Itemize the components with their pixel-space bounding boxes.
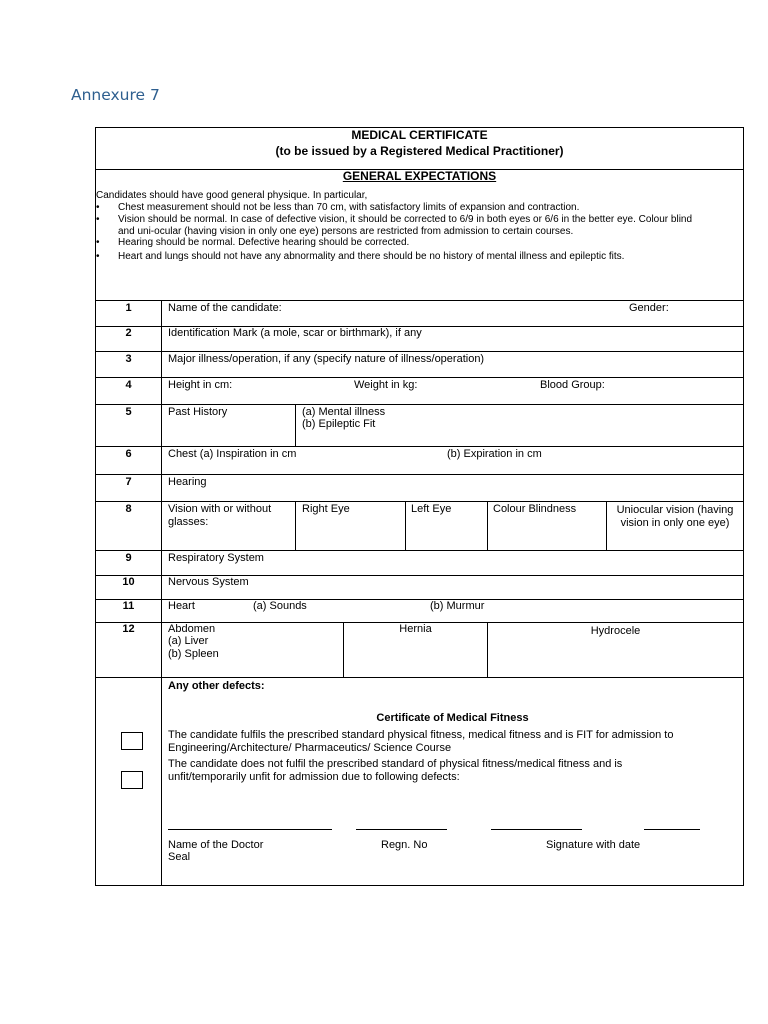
row-number: 9 [125, 552, 132, 564]
colour-blindness-label: Colour Blindness [493, 503, 577, 515]
hydrocele-label: Hydrocele [590, 625, 641, 637]
signature-date-label: Signature with date [546, 839, 641, 851]
row-number: 4 [125, 379, 132, 391]
fitness-certificate-heading: Certificate of Medical Fitness [376, 712, 529, 724]
gender-label: Gender: [629, 302, 669, 314]
height-label: Height in cm: [168, 379, 233, 391]
bullet-glyph: • [96, 237, 100, 248]
divider [96, 474, 743, 475]
other-defects-label: Any other defects: [168, 680, 265, 692]
divider [96, 501, 743, 502]
doctor-name-line [168, 829, 332, 830]
row-number: 7 [125, 476, 132, 488]
chest-expiration-label: (b) Expiration in cm [447, 448, 542, 460]
expectation-item: Hearing should be normal. Defective hearing should be corrected. [118, 237, 410, 248]
vision-label: Vision with or without glasses: [168, 503, 272, 528]
cell-divider [487, 501, 488, 550]
candidate-name-label: Name of the candidate: [168, 302, 282, 314]
seal-label: Seal [168, 851, 191, 863]
past-history-label: Past History [168, 406, 228, 418]
liver-label: (a) Liver [168, 635, 209, 647]
uniocular-vision-label: Uniocular vision (having vision in only one eye) [616, 504, 734, 529]
row-number: 2 [125, 327, 132, 339]
bullet-glyph: • [96, 251, 100, 262]
row-number: 6 [125, 448, 132, 460]
expectation-item: Heart and lungs should not have any abnormality and there should be no history of mental illness and epileptic fits. [118, 251, 625, 262]
hearing-label: Hearing [168, 476, 207, 488]
nervous-system-label: Nervous System [168, 576, 249, 588]
left-eye-label: Left Eye [411, 503, 452, 515]
cell-divider [405, 501, 406, 550]
signature-line [491, 829, 582, 830]
major-illness-label: Major illness/operation, if any (specify nature of illness/operation) [168, 353, 485, 365]
form-title: MEDICAL CERTIFICATE [351, 128, 488, 142]
expectation-item: and uni-ocular (having vision in only one eye) persons are restricted from admission to certain courses. [118, 226, 574, 237]
bullet-glyph: • [96, 202, 100, 213]
abdomen-label: Abdomen [168, 623, 216, 635]
divider [96, 377, 743, 378]
right-eye-label: Right Eye [302, 503, 350, 515]
regn-no-label: Regn. No [381, 839, 428, 851]
mental-illness-label: (a) Mental illness [302, 406, 386, 418]
heart-label: Heart [168, 600, 195, 612]
regn-line [356, 829, 447, 830]
spleen-label: (b) Spleen [168, 648, 219, 660]
chest-inspiration-label: Chest (a) Inspiration in cm [168, 448, 297, 460]
unfit-statement-line: The candidate does not fulfil the prescribed standard of physical fitness/medical fitness and is [168, 758, 623, 770]
heart-sounds-label: (a) Sounds [253, 600, 307, 612]
bullet-glyph: • [96, 214, 100, 225]
identification-mark-label: Identification Mark (a mole, scar or birthmark), if any [168, 327, 422, 339]
divider [96, 300, 743, 301]
cell-divider [295, 404, 296, 446]
weight-label: Weight in kg: [354, 379, 418, 391]
unfit-checkbox[interactable] [121, 771, 143, 789]
row-number: 3 [125, 353, 132, 365]
cell-divider [295, 501, 296, 550]
epileptic-fit-label: (b) Epileptic Fit [302, 418, 376, 430]
fit-statement-line: The candidate fulfils the prescribed standard physical fitness, medical fitness and is FIT for admission to [168, 729, 674, 741]
row-number: 1 [125, 302, 132, 314]
row-number: 12 [122, 623, 135, 635]
number-column-divider [161, 300, 162, 885]
divider [96, 677, 743, 678]
respiratory-system-label: Respiratory System [168, 552, 264, 564]
expectations-intro: Candidates should have good general physique. In particular, [96, 190, 368, 201]
row-number: 10 [122, 576, 135, 588]
annexure-label: Annexure 7 [71, 86, 160, 104]
row-number: 5 [125, 406, 132, 418]
unfit-statement-line: unfit/temporarily unfit for admission due to following defects: [168, 771, 460, 783]
row-number: 11 [122, 600, 135, 612]
form-subtitle: (to be issued by a Registered Medical Practitioner) [275, 144, 564, 158]
expectations-heading: GENERAL EXPECTATIONS [342, 169, 497, 183]
cell-divider [606, 501, 607, 550]
blood-group-label: Blood Group: [540, 379, 605, 391]
date-line [644, 829, 700, 830]
divider [96, 351, 743, 352]
divider [96, 404, 743, 405]
row-number: 8 [125, 503, 132, 515]
fit-statement-line: Engineering/Architecture/ Pharmaceutics/ Science Course [168, 742, 452, 754]
heart-murmur-label: (b) Murmur [430, 600, 485, 612]
fit-checkbox[interactable] [121, 732, 143, 750]
divider [96, 446, 743, 447]
hernia-label: Hernia [399, 623, 432, 635]
doctor-name-label: Name of the Doctor [168, 839, 264, 851]
divider [96, 550, 743, 551]
expectation-item: Vision should be normal. In case of defective vision, it should be corrected to 6/9 in both eyes or 6/6 in the better eye. Colour blind [118, 214, 693, 225]
expectation-item: Chest measurement should not be less than 70 cm, with satisfactory limits of expansion and contraction. [118, 202, 580, 213]
medical-certificate-form [95, 127, 744, 886]
